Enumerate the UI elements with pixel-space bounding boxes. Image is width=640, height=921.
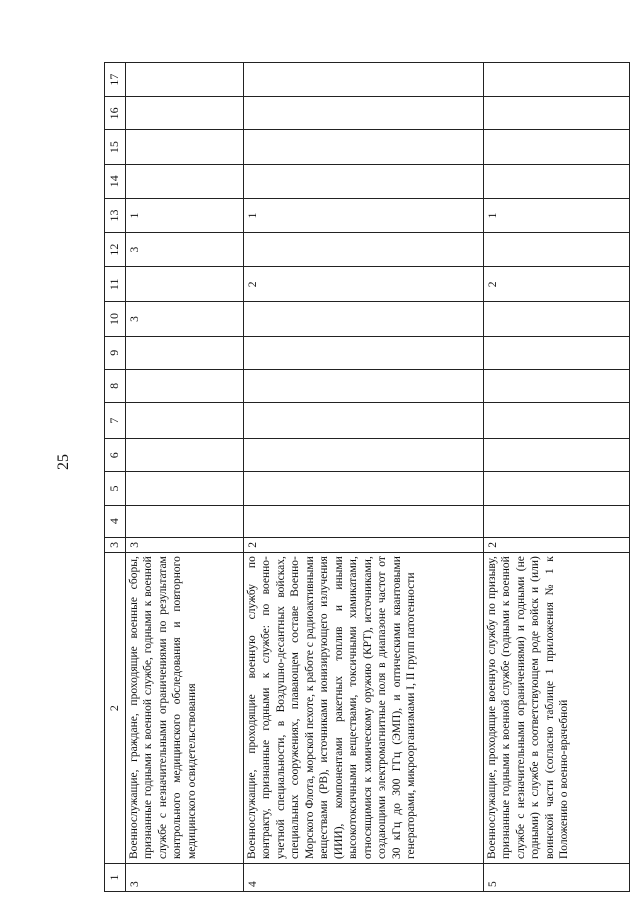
table-cell: [244, 97, 484, 130]
table-cell: [244, 336, 484, 369]
table-cell: [126, 369, 244, 402]
table-cell: 3: [126, 233, 244, 267]
table-cell: 1: [244, 198, 484, 232]
table-cell: 2: [244, 267, 484, 302]
table-cell: [244, 369, 484, 402]
table-cell: 1: [126, 198, 244, 232]
table-cell: [484, 472, 630, 505]
table-cell: [484, 97, 630, 130]
table-viewport: [104, 62, 630, 892]
column-header: 9: [105, 336, 126, 369]
table-cell: [484, 439, 630, 472]
table-cell: [484, 302, 630, 336]
table-cell: [244, 302, 484, 336]
column-header: 10: [105, 302, 126, 336]
column-header: 4: [105, 505, 126, 537]
data-table: [104, 62, 630, 892]
table-cell: [244, 402, 484, 438]
table-row: [126, 63, 244, 892]
column-header: 2: [105, 553, 126, 864]
table-cell: [244, 505, 484, 537]
table-cell: [244, 130, 484, 164]
row-description: Военнослужащие, граждане, проходящие военные сборы, признанные годными к военной службе, годными к военной службе с незначительными ограничениями по результатам контрольного медицинского обследования и повторного медицинского освидетельствования: [126, 553, 244, 864]
column-header: 12: [105, 233, 126, 267]
table-cell: 2: [484, 267, 630, 302]
table-cell: [126, 439, 244, 472]
table-cell: 3: [126, 302, 244, 336]
column-header: 3: [105, 537, 126, 553]
column-header: 5: [105, 472, 126, 505]
table-cell: [126, 130, 244, 164]
table-cell: [126, 63, 244, 97]
table-cell: [126, 97, 244, 130]
table-cell: [244, 472, 484, 505]
table-cell: 2: [484, 537, 630, 553]
page-number: 25: [55, 454, 72, 470]
table-cell: [484, 402, 630, 438]
column-header: 1: [105, 864, 126, 892]
table-header-row: [105, 63, 126, 892]
row-number: 3: [126, 864, 244, 892]
row-description: Военнослужащие, проходящие военную службу по призыву, признанные годными к военной службе (годными к военной службе с незначительными ограничениями) и годными (не годными) к службе в соответствующем роде войск и (или) воинской части (согласно таблице 1 приложения № 1 к Положению о военно-врачебной: [484, 553, 630, 864]
column-header: 11: [105, 267, 126, 302]
table-cell: [484, 505, 630, 537]
table-cell: [484, 336, 630, 369]
table-cell: [484, 233, 630, 267]
table-cell: [244, 233, 484, 267]
column-header: 6: [105, 439, 126, 472]
column-header: 15: [105, 130, 126, 164]
table-cell: [484, 164, 630, 198]
table-cell: [484, 130, 630, 164]
row-number: 5: [484, 864, 630, 892]
table-cell: [126, 336, 244, 369]
column-header: 16: [105, 97, 126, 130]
column-header: 7: [105, 402, 126, 438]
column-header: 13: [105, 198, 126, 232]
table-cell: [126, 402, 244, 438]
table-cell: [126, 164, 244, 198]
table-row: [244, 63, 484, 892]
column-header: 14: [105, 164, 126, 198]
column-header: 8: [105, 369, 126, 402]
table-cell: [244, 439, 484, 472]
table-cell: [126, 267, 244, 302]
table-cell: 2: [244, 537, 484, 553]
table-row: [484, 63, 630, 892]
table-cell: [126, 472, 244, 505]
table-cell: [126, 505, 244, 537]
table-cell: [484, 63, 630, 97]
table-cell: [484, 369, 630, 402]
table-cell: 1: [484, 198, 630, 232]
table-cell: [244, 164, 484, 198]
table-cell: 3: [126, 537, 244, 553]
row-number: 4: [244, 864, 484, 892]
table-cell: [244, 63, 484, 97]
row-description: Военнослужащие, проходящие военную службу по контракту, признанные годными к службе: по военно-учетной специальности, в Воздушно-десантных войсках, специальных сооружениях, плавающем составе Военно-Морского Флота, морской пехоте, к работе с радиоактивными веществами (РВ), источниками ионизирующего излучения (ИИИ), компонентами ракетных топлив и иными высокотоксичными веществами, токсичными химикатами, относящимися к химическому оружию (КРТ), источниками, создающими электромагнитные поля в диапазоне частот от 30 кГц до 300 ГГц (ЭМП), и оптическими квантовыми генераторами, микроорганизмами I, II групп патогенности: [244, 553, 484, 864]
column-header: 17: [105, 63, 126, 97]
